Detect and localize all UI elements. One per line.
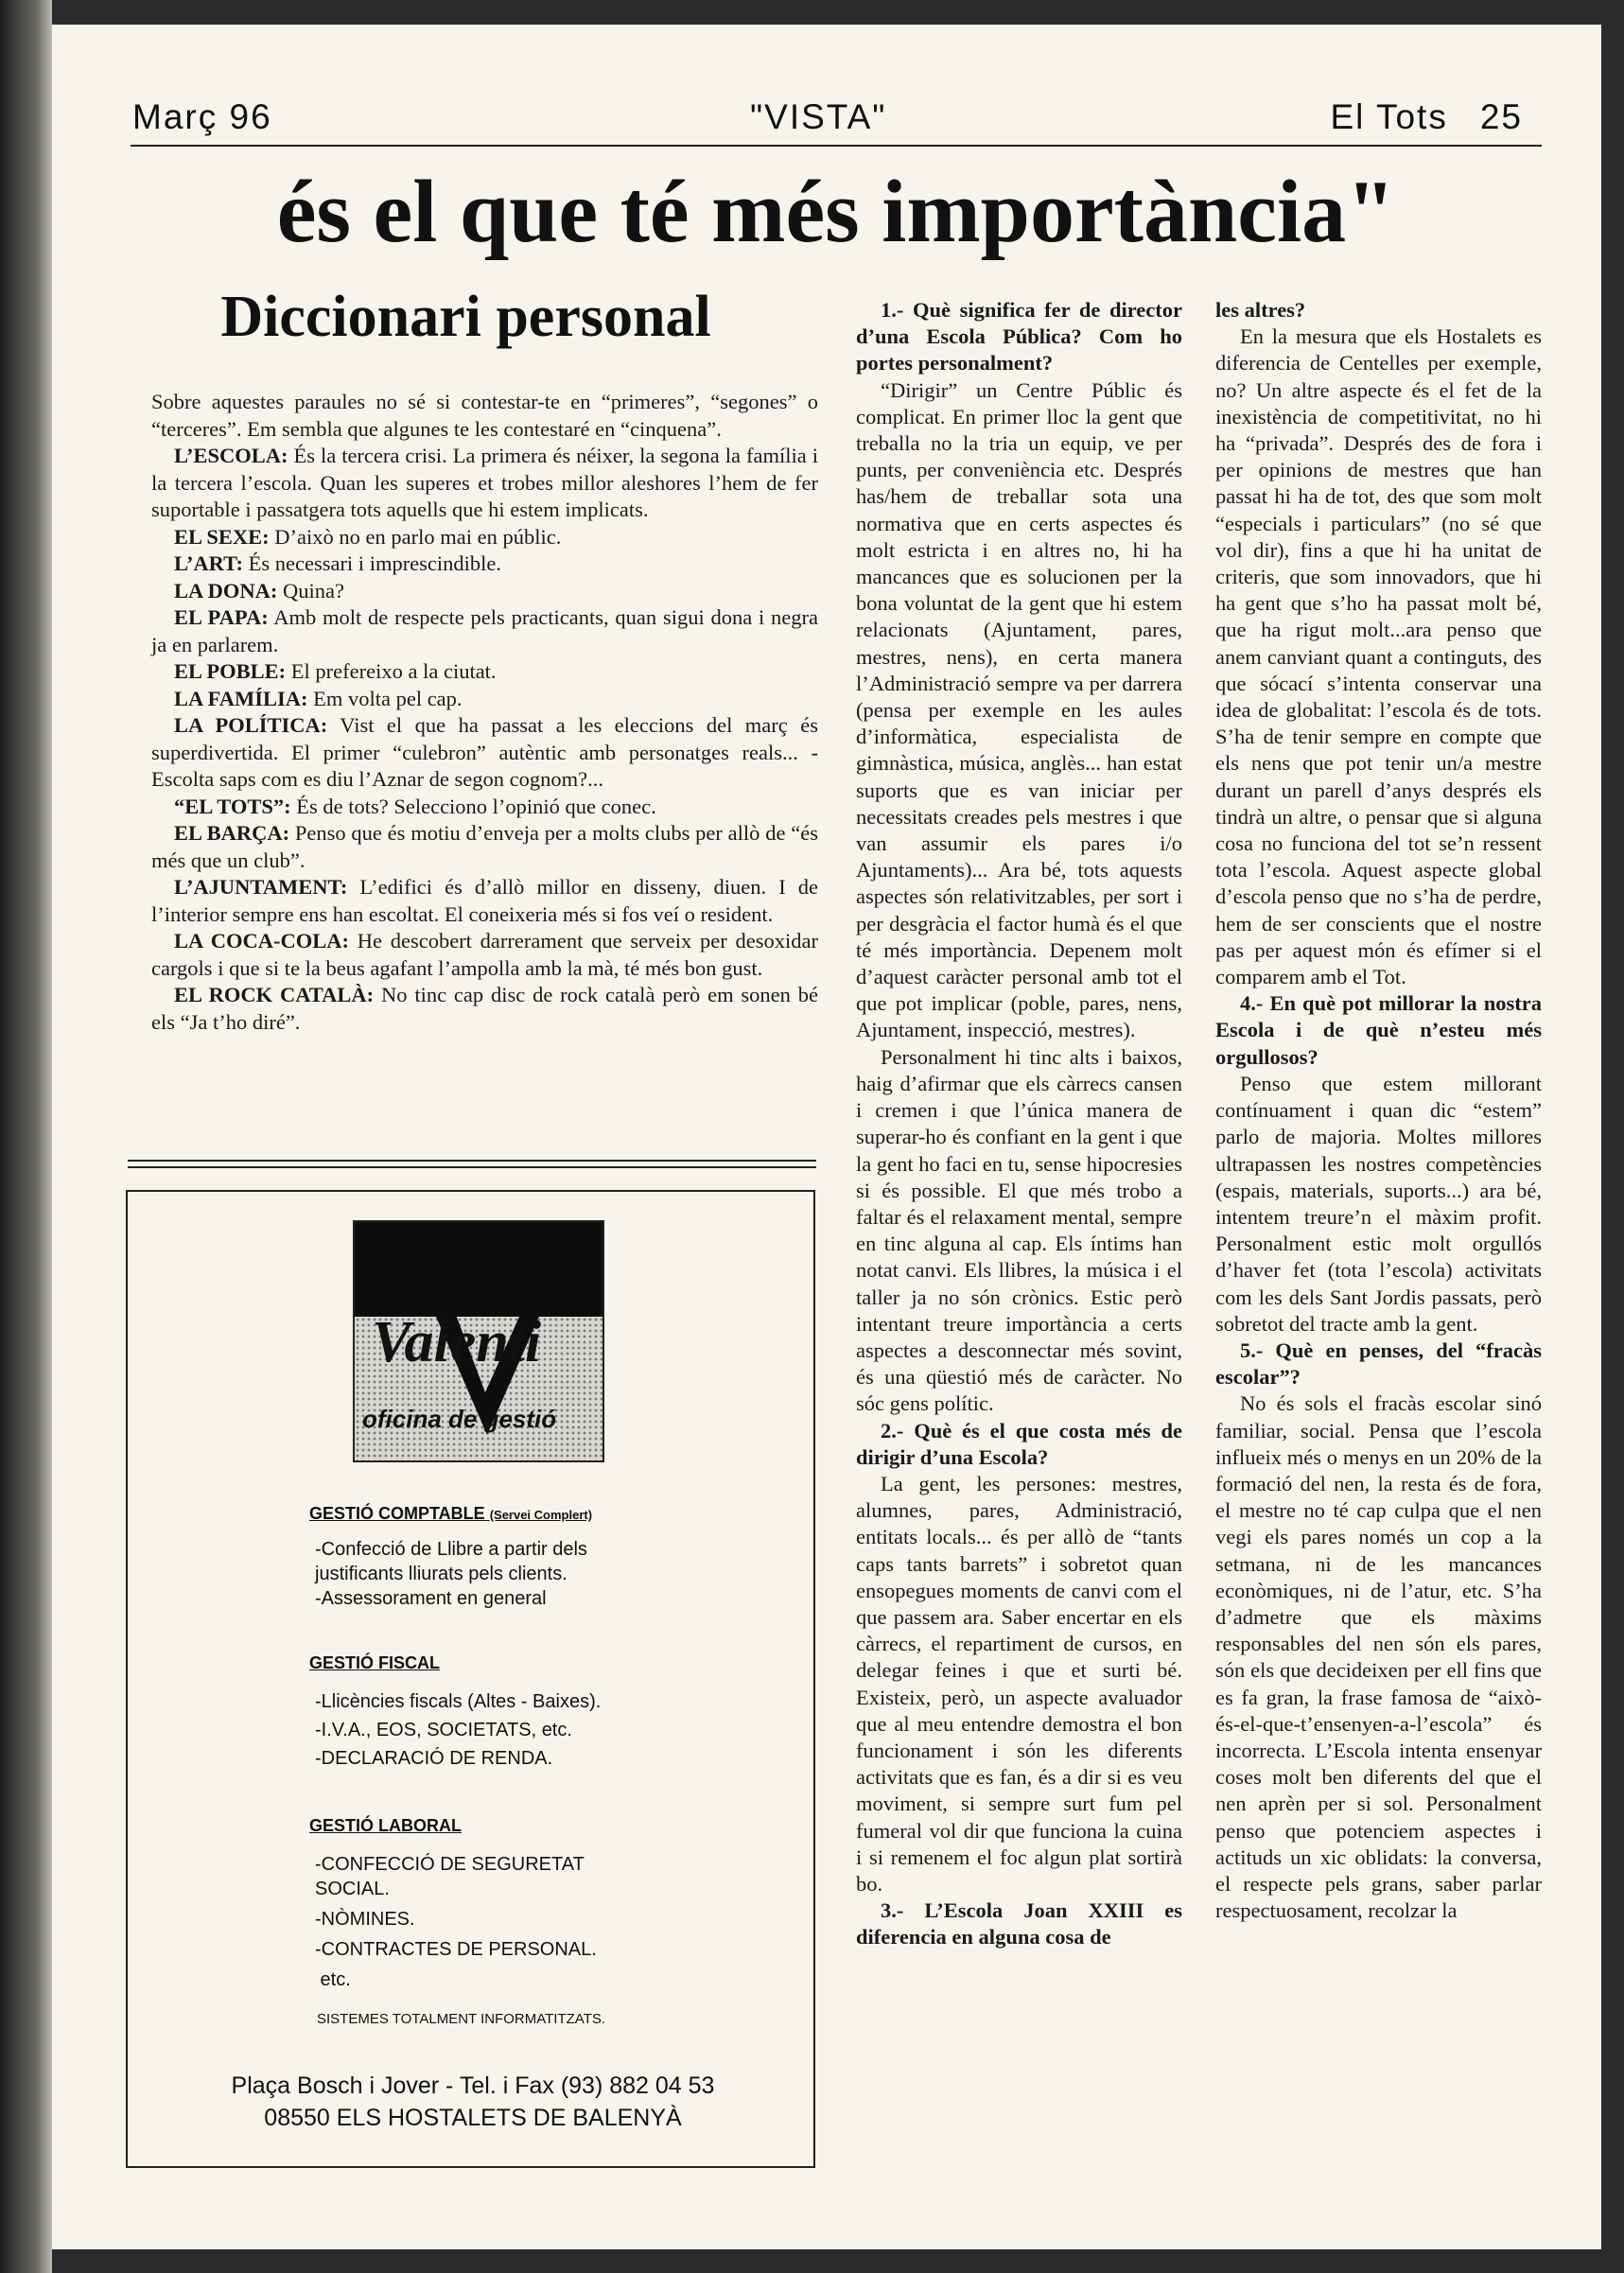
- interview-answer: No és sols el fracàs escolar sinó familiar, social. Pensa que l’escola influeix més o menys en un 20% de la formació del nen, la resta és de fora, el mestre no té cap culpa que el nen vegi els pares només un cop a la setmana, ni de les mancances econòmiques, ni de l’atur, etc. S’ha d’admetre que els màxims responsables del nen són els pares, són els que decideixen per ell fins que es fa gran, la frase famosa de “això-és-el-que-t’ensenyen-a-l’escola” és incorrecta. L’Escola intenta ensenyar coses molt ben diferents del que el nen aprèn per si sol. Personalment penso que potenciem aspectes i actituds un xic oblidats: la conversa, el respecte pels grans, saber parlar respectuosament, recolzar la: [1215, 1391, 1542, 1923]
- dictionary-definition: No tinc cap disc de rock català però em sonen bé els “Ja t’ho diré”.: [151, 983, 819, 1034]
- list-item: -Assessorament en general: [315, 1588, 547, 1609]
- section-note: (Servei Complert): [489, 1508, 593, 1522]
- dictionary-definition: És la tercera crisi. La primera és néixer, la segona la família i la tercera l’escola. Quan les superes et trobes millor aleshores l’hem de fer suportable i passatgera tots aquells que hi estem implicats.: [151, 444, 818, 521]
- dictionary-entry: [151, 982, 818, 1036]
- accounting-list: [315, 1537, 674, 1611]
- list-item: -Llicències fiscals (Altes - Baixes).: [315, 1691, 602, 1712]
- dictionary-entry: [151, 658, 818, 686]
- dictionary-term: EL ROCK CATALÀ:: [174, 983, 375, 1006]
- dictionary-entry: [151, 551, 818, 578]
- address-line: 08550 ELS HOSTALETS DE BALENYÀ: [264, 2105, 682, 2131]
- dictionary-entry: [151, 686, 818, 713]
- interview-answer: “Dirigir” un Centre Públic és complicat. En primer lloc la gent que treballa no la tria un equip, ve per punts, per conveniència etc. Després has/hem de treballar sota una normativa que en certs aspectes és molt estricta i en altres no, hi ha mancances que es solucionen per la bona voluntat de la gent que hi estem relacionats (Ajuntament, pares, mestres, nens), en certa manera l’Administració sempre va per darrera (pensa per exemple en les aules d’informàtica, especialista de gimnàstica, música, anglès... han estat suports que es van iniciar per necessitats creades pels mestres i que van assumir els pares i/o Ajuntaments)... Ara bé, tots aquests aspectes són relativitzables, per sort i per desgràcia el factor humà és el que té més importància. Depenem molt d’aquest caràcter personal amb tot el que pot implicar (poble, pares, nens, Ajuntament, inspecció, mestres).: [856, 377, 1182, 1042]
- address-line: Plaça Bosch i Jover - Tel. i Fax (93) 882 04 53: [231, 2072, 715, 2099]
- list-item: etc.: [315, 1969, 351, 1990]
- section-title-fiscal: GESTIÓ FISCAL: [309, 1653, 441, 1672]
- contact-address: [180, 2070, 766, 2134]
- dictionary-term: LA DONA:: [174, 578, 278, 603]
- dictionary-entry: [151, 578, 818, 605]
- publication-and-page: [1330, 97, 1523, 137]
- dictionary-term: EL SEXE:: [174, 524, 270, 549]
- page-number: 25: [1479, 97, 1523, 136]
- fiscal-list: [315, 1689, 712, 1771]
- dictionary-definition: Em volta pel cap.: [307, 686, 463, 710]
- section-title-accounting: [309, 1504, 592, 1524]
- interview-question: 3.- L’Escola Joan XXIII es diferencia en alguna cosa de: [856, 1898, 1182, 1950]
- dictionary-entry: [151, 712, 818, 794]
- dictionary-definition: Penso que és motiu d’enveja per a molts clubs per allò de “és més que un club”.: [151, 821, 818, 872]
- section-name: "VISTA": [750, 97, 887, 136]
- dictionary-title: Diccionari personal: [220, 285, 711, 349]
- dictionary-term: LA POLÍTICA:: [174, 713, 328, 737]
- dictionary-column: [151, 284, 818, 1036]
- dictionary-term: EL BARÇA:: [174, 821, 290, 845]
- list-item: -Confecció de Llibre a partir dels justificants lliurats pels clients.: [315, 1539, 587, 1584]
- dictionary-definition: És necessari i imprescindible.: [242, 551, 502, 575]
- dictionary-intro: Sobre aquestes paraules no sé si contestar-te en “primeres”, “segones” o “terceres”. Em sembla que algunes te les contestaré en “cinquena”.: [151, 390, 818, 441]
- dictionary-definition: Amb molt de respecte pels practicants, quan sigui dona i negra ja en parlarem.: [151, 605, 818, 656]
- dictionary-term: EL PAPA:: [174, 605, 269, 629]
- dictionary-entry: [151, 524, 818, 551]
- interview-answer: La gent, les persones: mestres, alumnes, pares, Administració, entitats locals... és per allò de “tants caps tants barrets” i sobretot quan ensopegues moments de canvi com el que passem ara. Saber encertar en els càrrecs, el repartiment de cursos, en delegar feines i que et surti bé. Existeix, però, un aspecte avaluador que al meu entendre demostra el bon funcionament i són les diferents activitats que es fan, és a dir si es veu moviment, si sempre surt fum pel fumeral vol dir que funciona la cuina i si remenem el foc algun plat sortirà bo.: [856, 1471, 1182, 1896]
- interview-question: les altres?: [1215, 298, 1306, 322]
- interview-question: 5.- Què en penses, del “fracàs escolar”?: [1215, 1338, 1542, 1390]
- interview-column-2: [1215, 297, 1542, 1924]
- dictionary-definition: El prefereixo a la ciutat.: [286, 659, 497, 683]
- list-item: -DECLARACIÓ DE RENDA.: [315, 1748, 553, 1769]
- dictionary-term: L’AJUNTAMENT:: [174, 875, 348, 899]
- interview-question: 4.- En què pot millorar la nostra Escola i de què n’esteu més orgullosos?: [1215, 991, 1542, 1069]
- dictionary-entry: [151, 928, 818, 982]
- advertisement-box: [126, 1190, 815, 2168]
- logo-name: Valenti: [372, 1310, 542, 1374]
- dictionary-term: EL POBLE:: [174, 659, 287, 683]
- interview-column-1: [856, 297, 1182, 1951]
- divider-rule: [128, 1160, 816, 1162]
- divider-rule: [128, 1166, 816, 1168]
- interview-answer: En la mesura que els Hostalets es diferencia de Centelles per exemple, no? Un altre aspecte és el fet de la inexistència de competitivitat, no hi ha “privada”. Després des de fora i per opinions de mestres que han passat hi ha de tot, des que som molt “especials i particulars” (no sé que vol dir), fins a que hi ha unitat de criteris, que som innovadors, que hi ha gent que s’ho ha passat molt bé, que ha rigut molt...ara penso que anem canviant quant a continguts, des que sócací s’intenta conservar una idea de globalitat: l’escola és de tots. S’ha de tenir sempre en compte que els nens que pot tenir un/a mestre durant un parell d’anys després els tindrà un altre, o pensar que si alguna cosa no funciona del tot se’n ressent tota l’escola. Aquest aspecte global d’escola penso que no s’ha de perdre, hem de ser conscients que el nostre pas per aquest món és efímer si el comparem amb el Tot.: [1215, 324, 1542, 989]
- systems-note: SISTEMES TOTALMENT INFORMATITZATS.: [317, 2011, 606, 2027]
- dictionary-term: “EL TOTS”:: [174, 794, 291, 818]
- interview-answer: Personalment hi tinc alts i baixos, haig d’afirmar que els càrrecs cansen i cremen i que l’única manera de superar-ho és confiant en la gent i que la gent ho faci en tu, sense hipocresies si és possible. El que més trobo a faltar és el relaxament mental, sempre en tinc alguna al cap. Els íntims han notat canvi. Els llibres, la música i el taller ja no són crònics. Estic però intentant treure importància a certs aspectes a desconnectar més sovint, és una qüestió més de caràcter. No sóc gens polític.: [856, 1044, 1182, 1416]
- logo-tagline: oficina de gestió: [362, 1405, 557, 1433]
- dictionary-definition: És de tots? Selecciono l’opinió que conec.: [290, 794, 656, 818]
- dictionary-entry: [151, 874, 818, 928]
- dictionary-definition: Vist el que ha passat a les eleccions del març és superdivertida. El primer “culebron” autèntic amb personatges reals... - Escolta saps com es diu l’Aznar de segon cognom?...: [151, 713, 818, 791]
- dictionary-term: LA FAMÍLIA:: [174, 686, 308, 710]
- dictionary-entry: [151, 443, 818, 524]
- list-item: -CONFECCIÓ DE SEGURETAT SOCIAL.: [315, 1854, 585, 1899]
- dictionary-definition: L’edifici és d’allò millor en disseny, diuen. I de l’interior sempre ens han escoltat. El coneixeria més si fos veí o resident.: [151, 875, 818, 926]
- labor-list: [315, 1852, 655, 1992]
- dictionary-definition: D’això no en parlo mai en públic.: [269, 524, 562, 549]
- valenti-logo: [353, 1220, 604, 1462]
- dictionary-definition: Quina?: [277, 578, 344, 603]
- page-header: [131, 97, 1542, 147]
- dictionary-body: [151, 389, 818, 1036]
- interview-question: 1.- Què significa fer de director d’una Escola Pública? Com ho portes personalment?: [856, 298, 1182, 376]
- article-headline: és el que té més importància": [276, 163, 1396, 261]
- dictionary-term: LA COCA-COLA:: [174, 929, 349, 953]
- section-title-labor: GESTIÓ LABORAL: [309, 1816, 462, 1835]
- dictionary-entry: [151, 794, 818, 821]
- dictionary-term: L’ART:: [174, 551, 243, 575]
- dictionary-term: L’ESCOLA:: [174, 444, 288, 467]
- dictionary-entry: [151, 820, 818, 874]
- dictionary-definition: He descobert darrerament que serveix per desoxidar cargols i que si te la beus agafant l’ampolla amb la mà, té més bon gust.: [151, 929, 818, 980]
- list-item: -I.V.A., EOS, SOCIETATS, etc.: [315, 1720, 572, 1740]
- section-title-accounting-label: GESTIÓ COMPTABLE: [309, 1504, 485, 1523]
- dictionary-entry: [151, 604, 818, 658]
- page-gutter-shadow: [0, 0, 52, 2273]
- interview-question: 2.- Què és el que costa més de dirigir d’una Escola?: [856, 1418, 1182, 1469]
- interview-answer: Penso que estem millorant contínuament i quan dic “estem” parlo de majoria. Moltes millores ultrapassen les nostres competències (espais, materials, suports...) ara bé, intentem treure’n el màxim profit. Personalment estic molt orgullós d’haver fet (tota l’escola) activitats com les dels Sant Jordis passats, però sobretot del tracte amb la gent.: [1215, 1071, 1542, 1336]
- list-item: -NÒMINES.: [315, 1909, 415, 1930]
- issue-date: Març 96: [132, 97, 272, 136]
- publication-name: El Tots: [1330, 97, 1448, 136]
- list-item: -CONTRACTES DE PERSONAL.: [315, 1939, 597, 1960]
